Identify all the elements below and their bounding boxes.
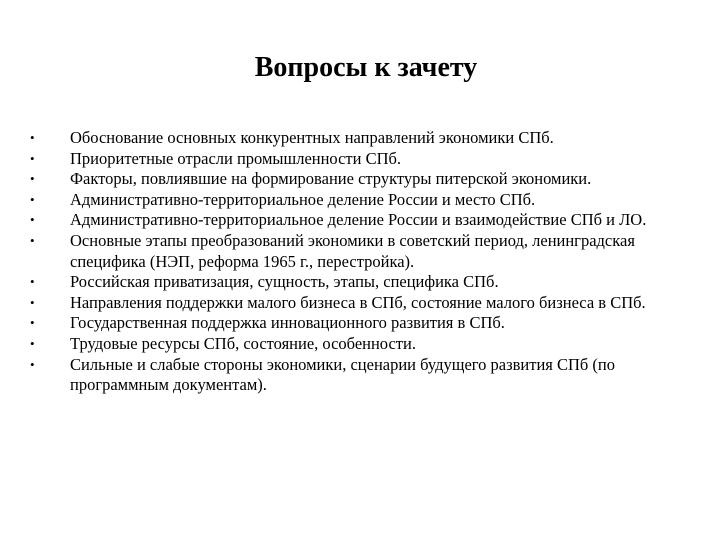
bullet-icon: • <box>30 212 35 228</box>
list-item <box>30 313 680 334</box>
list-item-text: Факторы, повлиявшие на формирование структуры питерской экономики. <box>70 169 592 189</box>
list-item <box>30 293 680 314</box>
list-item <box>30 334 680 355</box>
bullet-icon: • <box>30 171 35 187</box>
list-item-text: Приоритетные отрасли промышленности СПб. <box>70 148 402 168</box>
list-item <box>30 190 680 211</box>
list-item-text: Российская приватизация, сущность, этапы, специфика СПб. <box>70 272 499 292</box>
list-item-text: Государственная поддержка инновационного развития в СПб. <box>70 313 505 333</box>
list-item <box>30 169 680 190</box>
list-item-text: Административно-территориальное деление России и взаимодействие СПб и ЛО. <box>70 210 647 230</box>
questions-list <box>30 128 680 396</box>
list-item <box>30 355 680 396</box>
list-item <box>30 149 680 170</box>
bullet-icon: • <box>30 130 35 145</box>
bullet-icon: • <box>30 150 35 166</box>
bullet-icon: • <box>30 315 35 331</box>
bullet-icon: • <box>30 191 35 207</box>
list-item-text: Основные этапы преобразований экономики в советский период, ленинградская специфика (НЭП, реформа 1965 г., перестройка). <box>70 230 635 271</box>
bullet-icon: • <box>30 274 35 290</box>
list-item <box>30 272 680 293</box>
list-item-text: Сильные и слабые стороны экономики, сценарии будущего развития СПб (по программным документам). <box>70 354 616 395</box>
bullet-icon: • <box>30 232 35 248</box>
bullet-icon: • <box>30 335 35 351</box>
bullet-icon: • <box>30 294 35 310</box>
list-item-text: Трудовые ресурсы СПб, состояние, особенности. <box>70 333 416 353</box>
list-item <box>30 231 680 272</box>
list-item-text: Административно-территориальное деление России и место СПб. <box>70 189 536 209</box>
bullet-icon: • <box>30 356 35 372</box>
list-item <box>30 210 680 231</box>
list-item-text: Обоснование основных конкурентных направлений экономики СПб. <box>70 128 554 147</box>
list-item <box>30 128 680 149</box>
list-item-text: Направления поддержки малого бизнеса в СПб, состояние малого бизнеса в СПб. <box>70 292 646 312</box>
slide-title: Вопросы к зачету <box>254 52 478 83</box>
